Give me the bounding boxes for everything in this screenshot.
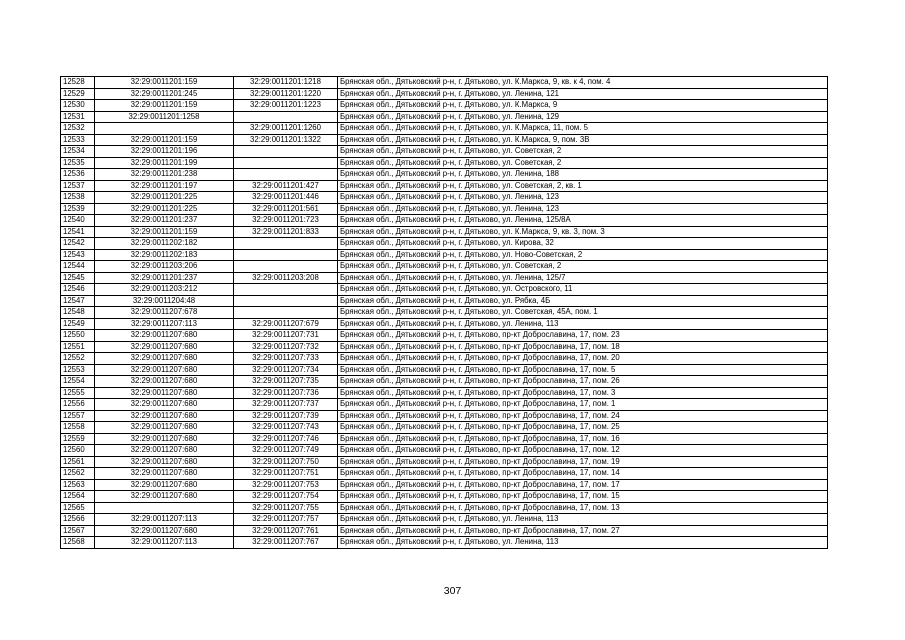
row-number-cell: 12543: [61, 249, 95, 261]
object-cadastral-cell: 32:29:0011207:736: [234, 387, 338, 399]
object-cadastral-cell: 32:29:0011201:1223: [234, 100, 338, 112]
address-cell: Брянская обл., Дятьковский р-н, г. Дятьково, ул. Советская, 2: [338, 261, 828, 273]
address-cell: Брянская обл., Дятьковский р-н, г. Дятьково, ул. Ново-Советская, 2: [338, 249, 828, 261]
parcel-cadastral-cell: 32:29:0011207:680: [95, 376, 234, 388]
address-cell: Брянская обл., Дятьковский р-н, г. Дятьково, пр-кт Доброславина, 17, пом. 24: [338, 410, 828, 422]
row-number-cell: 12544: [61, 261, 95, 273]
parcel-cadastral-cell: [95, 502, 234, 514]
row-number-cell: 12531: [61, 111, 95, 123]
address-cell: Брянская обл., Дятьковский р-н, г. Дятьково, пр-кт Доброславина, 17, пом. 5: [338, 364, 828, 376]
table-row: [61, 88, 828, 100]
table-row: [61, 502, 828, 514]
table-row: [61, 422, 828, 434]
parcel-cadastral-cell: 32:29:0011207:680: [95, 422, 234, 434]
address-cell: Брянская обл., Дятьковский р-н, г. Дятьково, пр-кт Доброславина, 17, пом. 23: [338, 330, 828, 342]
object-cadastral-cell: 32:29:0011207:753: [234, 479, 338, 491]
object-cadastral-cell: 32:29:0011207:734: [234, 364, 338, 376]
object-cadastral-cell: 32:29:0011207:767: [234, 537, 338, 549]
parcel-cadastral-cell: 32:29:0011207:680: [95, 387, 234, 399]
row-number-cell: 12549: [61, 318, 95, 330]
parcel-cadastral-cell: 32:29:0011207:680: [95, 410, 234, 422]
object-cadastral-cell: [234, 111, 338, 123]
row-number-cell: 12558: [61, 422, 95, 434]
parcel-cadastral-cell: [95, 123, 234, 135]
address-cell: Брянская обл., Дятьковский р-н, г. Дятьково, ул. Советская, 2, кв. 1: [338, 180, 828, 192]
address-cell: Брянская обл., Дятьковский р-н, г. Дятьково, ул. Ленина, 125/7: [338, 272, 828, 284]
registry-table-container: [60, 76, 827, 549]
object-cadastral-cell: 32:29:0011201:1220: [234, 88, 338, 100]
table-row: [61, 525, 828, 537]
table-row: [61, 376, 828, 388]
object-cadastral-cell: [234, 249, 338, 261]
object-cadastral-cell: [234, 295, 338, 307]
object-cadastral-cell: 32:29:0011207:735: [234, 376, 338, 388]
row-number-cell: 12546: [61, 284, 95, 296]
table-row: [61, 134, 828, 146]
table-row: [61, 146, 828, 158]
address-cell: Брянская обл., Дятьковский р-н, г. Дятьково, пр-кт Доброславина, 17, пом. 14: [338, 468, 828, 480]
table-row: [61, 249, 828, 261]
table-row: [61, 238, 828, 250]
object-cadastral-cell: 32:29:0011207:749: [234, 445, 338, 457]
parcel-cadastral-cell: 32:29:0011207:113: [95, 514, 234, 526]
object-cadastral-cell: 32:29:0011201:833: [234, 226, 338, 238]
row-number-cell: 12545: [61, 272, 95, 284]
object-cadastral-cell: [234, 261, 338, 273]
row-number-cell: 12548: [61, 307, 95, 319]
table-row: [61, 295, 828, 307]
parcel-cadastral-cell: 32:29:0011207:680: [95, 479, 234, 491]
table-row: [61, 272, 828, 284]
row-number-cell: 12534: [61, 146, 95, 158]
row-number-cell: 12553: [61, 364, 95, 376]
row-number-cell: 12536: [61, 169, 95, 181]
row-number-cell: 12547: [61, 295, 95, 307]
row-number-cell: 12530: [61, 100, 95, 112]
parcel-cadastral-cell: 32:29:0011207:680: [95, 433, 234, 445]
table-row: [61, 433, 828, 445]
table-row: [61, 491, 828, 503]
table-row: [61, 203, 828, 215]
object-cadastral-cell: 32:29:0011207:732: [234, 341, 338, 353]
parcel-cadastral-cell: 32:29:0011207:680: [95, 491, 234, 503]
parcel-cadastral-cell: 32:29:0011207:680: [95, 525, 234, 537]
row-number-cell: 12555: [61, 387, 95, 399]
parcel-cadastral-cell: 32:29:0011207:680: [95, 399, 234, 411]
object-cadastral-cell: [234, 284, 338, 296]
parcel-cadastral-cell: 32:29:0011202:183: [95, 249, 234, 261]
row-number-cell: 12529: [61, 88, 95, 100]
parcel-cadastral-cell: 32:29:0011207:680: [95, 353, 234, 365]
row-number-cell: 12566: [61, 514, 95, 526]
parcel-cadastral-cell: 32:29:0011201:225: [95, 192, 234, 204]
parcel-cadastral-cell: 32:29:0011201:237: [95, 215, 234, 227]
object-cadastral-cell: 32:29:0011203:208: [234, 272, 338, 284]
parcel-cadastral-cell: 32:29:0011201:159: [95, 134, 234, 146]
row-number-cell: 12567: [61, 525, 95, 537]
row-number-cell: 12557: [61, 410, 95, 422]
parcel-cadastral-cell: 32:29:0011204:48: [95, 295, 234, 307]
row-number-cell: 12539: [61, 203, 95, 215]
parcel-cadastral-cell: 32:29:0011201:199: [95, 157, 234, 169]
row-number-cell: 12562: [61, 468, 95, 480]
table-row: [61, 111, 828, 123]
object-cadastral-cell: [234, 307, 338, 319]
address-cell: Брянская обл., Дятьковский р-н, г. Дятьково, пр-кт Доброславина, 17, пом. 12: [338, 445, 828, 457]
table-row: [61, 456, 828, 468]
address-cell: Брянская обл., Дятьковский р-н, г. Дятьково, ул. Советская, 2: [338, 146, 828, 158]
object-cadastral-cell: 32:29:0011207:755: [234, 502, 338, 514]
address-cell: Брянская обл., Дятьковский р-н, г. Дятьково, пр-кт Доброславина, 17, пом. 26: [338, 376, 828, 388]
parcel-cadastral-cell: 32:29:0011203:212: [95, 284, 234, 296]
address-cell: Брянская обл., Дятьковский р-н, г. Дятьково, ул. Советская, 45А, пом. 1: [338, 307, 828, 319]
table-row: [61, 537, 828, 549]
table-row: [61, 169, 828, 181]
parcel-cadastral-cell: 32:29:0011201:245: [95, 88, 234, 100]
table-row: [61, 77, 828, 89]
parcel-cadastral-cell: 32:29:0011207:113: [95, 318, 234, 330]
address-cell: Брянская обл., Дятьковский р-н, г. Дятьково, пр-кт Доброславина, 17, пом. 25: [338, 422, 828, 434]
address-cell: Брянская обл., Дятьковский р-н, г. Дятьково, ул. Ленина, 125/8А: [338, 215, 828, 227]
address-cell: Брянская обл., Дятьковский р-н, г. Дятьково, пр-кт Доброславина, 17, пом. 27: [338, 525, 828, 537]
row-number-cell: 12559: [61, 433, 95, 445]
address-cell: Брянская обл., Дятьковский р-н, г. Дятьково, ул. Ленина, 123: [338, 203, 828, 215]
row-number-cell: 12532: [61, 123, 95, 135]
address-cell: Брянская обл., Дятьковский р-н, г. Дятьково, ул. К.Маркса, 11, пом. 5: [338, 123, 828, 135]
table-row: [61, 284, 828, 296]
table-row: [61, 157, 828, 169]
address-cell: Брянская обл., Дятьковский р-н, г. Дятьково, пр-кт Доброславина, 17, пом. 13: [338, 502, 828, 514]
address-cell: Брянская обл., Дятьковский р-н, г. Дятьково, ул. К.Маркса, 9, кв. к 4, пом. 4: [338, 77, 828, 89]
row-number-cell: 12540: [61, 215, 95, 227]
parcel-cadastral-cell: 32:29:0011201:237: [95, 272, 234, 284]
row-number-cell: 12563: [61, 479, 95, 491]
table-row: [61, 307, 828, 319]
row-number-cell: 12550: [61, 330, 95, 342]
row-number-cell: 12564: [61, 491, 95, 503]
object-cadastral-cell: 32:29:0011201:561: [234, 203, 338, 215]
registry-table-body: [61, 77, 828, 549]
parcel-cadastral-cell: 32:29:0011201:159: [95, 77, 234, 89]
address-cell: Брянская обл., Дятьковский р-н, г. Дятьково, пр-кт Доброславина, 17, пом. 20: [338, 353, 828, 365]
object-cadastral-cell: 32:29:0011207:743: [234, 422, 338, 434]
address-cell: Брянская обл., Дятьковский р-н, г. Дятьково, пр-кт Доброславина, 17, пом. 18: [338, 341, 828, 353]
row-number-cell: 12554: [61, 376, 95, 388]
parcel-cadastral-cell: 32:29:0011207:680: [95, 468, 234, 480]
address-cell: Брянская обл., Дятьковский р-н, г. Дятьково, пр-кт Доброславина, 17, пом. 17: [338, 479, 828, 491]
parcel-cadastral-cell: 32:29:0011207:680: [95, 456, 234, 468]
object-cadastral-cell: 32:29:0011201:1218: [234, 77, 338, 89]
address-cell: Брянская обл., Дятьковский р-н, г. Дятьково, ул. Островского, 11: [338, 284, 828, 296]
object-cadastral-cell: 32:29:0011207:733: [234, 353, 338, 365]
table-row: [61, 399, 828, 411]
address-cell: Брянская обл., Дятьковский р-н, г. Дятьково, пр-кт Доброславина, 17, пом. 1: [338, 399, 828, 411]
table-row: [61, 330, 828, 342]
address-cell: Брянская обл., Дятьковский р-н, г. Дятьково, ул. Ленина, 188: [338, 169, 828, 181]
address-cell: Брянская обл., Дятьковский р-н, г. Дятьково, ул. К.Маркса, 9, кв. 3, пом. 3: [338, 226, 828, 238]
object-cadastral-cell: 32:29:0011207:757: [234, 514, 338, 526]
object-cadastral-cell: 32:29:0011207:746: [234, 433, 338, 445]
object-cadastral-cell: 32:29:0011201:446: [234, 192, 338, 204]
object-cadastral-cell: 32:29:0011201:1322: [234, 134, 338, 146]
object-cadastral-cell: 32:29:0011207:737: [234, 399, 338, 411]
row-number-cell: 12537: [61, 180, 95, 192]
object-cadastral-cell: 32:29:0011207:754: [234, 491, 338, 503]
table-row: [61, 445, 828, 457]
row-number-cell: 12535: [61, 157, 95, 169]
table-row: [61, 387, 828, 399]
parcel-cadastral-cell: 32:29:0011207:678: [95, 307, 234, 319]
object-cadastral-cell: 32:29:0011201:1260: [234, 123, 338, 135]
address-cell: Брянская обл., Дятьковский р-н, г. Дятьково, пр-кт Доброславина, 17, пом. 15: [338, 491, 828, 503]
parcel-cadastral-cell: 32:29:0011207:680: [95, 330, 234, 342]
parcel-cadastral-cell: 32:29:0011201:159: [95, 226, 234, 238]
row-number-cell: 12528: [61, 77, 95, 89]
object-cadastral-cell: 32:29:0011201:427: [234, 180, 338, 192]
address-cell: Брянская обл., Дятьковский р-н, г. Дятьково, пр-кт Доброславина, 17, пом. 19: [338, 456, 828, 468]
table-row: [61, 341, 828, 353]
table-row: [61, 410, 828, 422]
address-cell: Брянская обл., Дятьковский р-н, г. Дятьково, ул. Кирова, 32: [338, 238, 828, 250]
object-cadastral-cell: [234, 146, 338, 158]
parcel-cadastral-cell: 32:29:0011201:238: [95, 169, 234, 181]
address-cell: Брянская обл., Дятьковский р-н, г. Дятьково, ул. Ленина, 113: [338, 537, 828, 549]
table-row: [61, 215, 828, 227]
row-number-cell: 12551: [61, 341, 95, 353]
address-cell: Брянская обл., Дятьковский р-н, г. Дятьково, ул. Ленина, 113: [338, 318, 828, 330]
table-row: [61, 318, 828, 330]
parcel-cadastral-cell: 32:29:0011201:197: [95, 180, 234, 192]
object-cadastral-cell: 32:29:0011207:750: [234, 456, 338, 468]
address-cell: Брянская обл., Дятьковский р-н, г. Дятьково, ул. Ленина, 113: [338, 514, 828, 526]
object-cadastral-cell: 32:29:0011207:679: [234, 318, 338, 330]
parcel-cadastral-cell: 32:29:0011207:680: [95, 341, 234, 353]
table-row: [61, 123, 828, 135]
row-number-cell: 12568: [61, 537, 95, 549]
table-row: [61, 100, 828, 112]
table-row: [61, 353, 828, 365]
row-number-cell: 12565: [61, 502, 95, 514]
object-cadastral-cell: [234, 157, 338, 169]
address-cell: Брянская обл., Дятьковский р-н, г. Дятьково, ул. Советская, 2: [338, 157, 828, 169]
object-cadastral-cell: [234, 169, 338, 181]
address-cell: Брянская обл., Дятьковский р-н, г. Дятьково, ул. К.Маркса, 9, пом. 3В: [338, 134, 828, 146]
object-cadastral-cell: 32:29:0011207:761: [234, 525, 338, 537]
row-number-cell: 12560: [61, 445, 95, 457]
parcel-cadastral-cell: 32:29:0011202:182: [95, 238, 234, 250]
address-cell: Брянская обл., Дятьковский р-н, г. Дятьково, ул. Ленина, 129: [338, 111, 828, 123]
parcel-cadastral-cell: 32:29:0011203:206: [95, 261, 234, 273]
address-cell: Брянская обл., Дятьковский р-н, г. Дятьково, пр-кт Доброславина, 17, пом. 16: [338, 433, 828, 445]
table-row: [61, 364, 828, 376]
address-cell: Брянская обл., Дятьковский р-н, г. Дятьково, ул. Ленина, 123: [338, 192, 828, 204]
table-row: [61, 468, 828, 480]
address-cell: Брянская обл., Дятьковский р-н, г. Дятьково, ул. Рябка, 4Б: [338, 295, 828, 307]
table-row: [61, 192, 828, 204]
table-row: [61, 479, 828, 491]
parcel-cadastral-cell: 32:29:0011201:225: [95, 203, 234, 215]
address-cell: Брянская обл., Дятьковский р-н, г. Дятьково, ул. К.Маркса, 9: [338, 100, 828, 112]
table-row: [61, 226, 828, 238]
address-cell: Брянская обл., Дятьковский р-н, г. Дятьково, пр-кт Доброславина, 17, пом. 3: [338, 387, 828, 399]
row-number-cell: 12541: [61, 226, 95, 238]
table-row: [61, 514, 828, 526]
row-number-cell: 12552: [61, 353, 95, 365]
address-cell: Брянская обл., Дятьковский р-н, г. Дятьково, ул. Ленина, 121: [338, 88, 828, 100]
object-cadastral-cell: 32:29:0011207:739: [234, 410, 338, 422]
object-cadastral-cell: 32:29:0011207:751: [234, 468, 338, 480]
page-number: 307: [443, 585, 462, 597]
parcel-cadastral-cell: 32:29:0011207:680: [95, 364, 234, 376]
parcel-cadastral-cell: 32:29:0011207:680: [95, 445, 234, 457]
parcel-cadastral-cell: 32:29:0011201:1258: [95, 111, 234, 123]
registry-table: [60, 76, 828, 549]
object-cadastral-cell: 32:29:0011207:731: [234, 330, 338, 342]
table-row: [61, 261, 828, 273]
parcel-cadastral-cell: 32:29:0011201:159: [95, 100, 234, 112]
row-number-cell: 12542: [61, 238, 95, 250]
parcel-cadastral-cell: 32:29:0011201:196: [95, 146, 234, 158]
row-number-cell: 12533: [61, 134, 95, 146]
row-number-cell: 12561: [61, 456, 95, 468]
table-row: [61, 180, 828, 192]
row-number-cell: 12556: [61, 399, 95, 411]
object-cadastral-cell: [234, 238, 338, 250]
object-cadastral-cell: 32:29:0011201:723: [234, 215, 338, 227]
row-number-cell: 12538: [61, 192, 95, 204]
parcel-cadastral-cell: 32:29:0011207:113: [95, 537, 234, 549]
